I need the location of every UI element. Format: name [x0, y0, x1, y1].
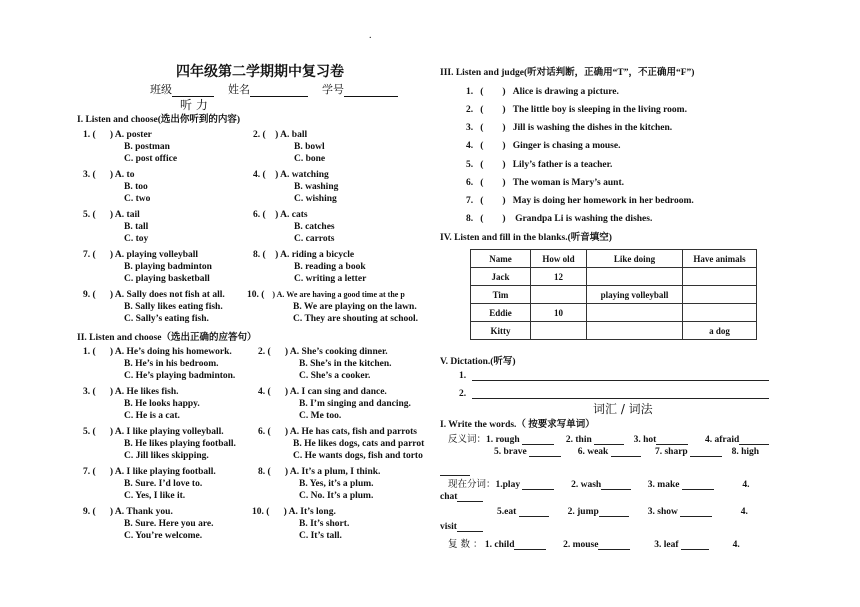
- s2-q5-c: C. Jill likes skipping.: [124, 451, 209, 461]
- s2-q1: [83, 346, 235, 382]
- s1-q6: [253, 209, 335, 245]
- s1-q5-b: B. tall: [124, 222, 149, 232]
- table-cell: Tim: [471, 286, 531, 304]
- s1-q4-c: C. wishing: [294, 194, 337, 204]
- page-dot: .: [369, 30, 372, 41]
- s2-q2-c: C. She’s a cooker.: [299, 371, 371, 381]
- s1-q7: [83, 249, 212, 285]
- s2-q1-a: 1. ( ) A. He’s doing his homework.: [83, 347, 232, 357]
- col-name: Name: [471, 250, 531, 268]
- table-cell[interactable]: [531, 322, 587, 340]
- table-row: [471, 268, 757, 286]
- s2-q9: [83, 506, 213, 542]
- s1-q4-a: 4. ( ) A. watching: [253, 170, 329, 180]
- col-how-old: How old: [531, 250, 587, 268]
- s1-q2-a: 2. ( ) A. ball: [253, 130, 308, 140]
- s1-q6-c: C. carrots: [294, 234, 335, 244]
- s1-q9-b: B. Sally likes eating fish.: [124, 302, 223, 312]
- answer-blank[interactable]: [457, 491, 483, 502]
- s2-q8-a: 8. ( ) A. It’s a plum, I think.: [258, 467, 381, 477]
- s1-q1-a: 1. ( ) A. poster: [83, 130, 152, 140]
- s2-q3: [83, 386, 200, 422]
- s2-q10-c: C. It’s tall.: [299, 531, 342, 541]
- table-cell[interactable]: [683, 268, 757, 286]
- s3-item-7: 7. ( ) May is doing her homework in her bedroom.: [466, 196, 694, 206]
- answer-blank[interactable]: [522, 434, 554, 445]
- answer-blank[interactable]: [611, 446, 641, 457]
- class-label: 班级: [150, 83, 172, 96]
- answer-blank[interactable]: [594, 434, 624, 445]
- table-cell[interactable]: [587, 268, 683, 286]
- s1-q6-a: 6. ( ) A. cats: [253, 210, 308, 220]
- s2-q6-b: B. He likes dogs, cats and parrot: [293, 439, 425, 449]
- answer-blank[interactable]: [680, 506, 712, 517]
- section2-heading: II. Listen and choose（选出正确的应答句）: [77, 333, 257, 343]
- s1-q3-b: B. too: [124, 182, 148, 192]
- s1-q10-a: 10. ( ) A. We are having a good time at the p: [247, 290, 405, 300]
- s1-q8-b: B. reading a book: [294, 262, 366, 272]
- answer-blank[interactable]: [682, 479, 714, 490]
- name-label: 姓名: [228, 83, 250, 96]
- antonym-label: 反义词：: [448, 434, 487, 445]
- table-cell[interactable]: [531, 286, 587, 304]
- s1-q8-a: 8. ( ) A. riding a bicycle: [253, 250, 355, 260]
- s2-q8-c: C. No. It’s a plum.: [299, 491, 374, 501]
- answer-blank[interactable]: [519, 506, 549, 517]
- s1-q9: [83, 289, 225, 325]
- s2-q7: [83, 466, 216, 502]
- table-cell: 12: [531, 268, 587, 286]
- id-label: 学号: [322, 83, 344, 96]
- s3-item-4: 4. ( ) Ginger is chasing a mouse.: [466, 141, 621, 151]
- id-field[interactable]: [344, 85, 398, 97]
- s1-q3-c: C. two: [124, 194, 151, 204]
- s1-q5: [83, 209, 148, 245]
- s1-q2-c: C. bone: [294, 154, 326, 164]
- section5-heading: V. Dictation.(听写): [440, 357, 516, 367]
- plural-row: 复 数 ： 1. child 2. mouse 3. leaf 4.: [448, 539, 740, 550]
- s2-q2-a: 2. ( ) A. She’s cooking dinner.: [258, 347, 388, 357]
- table-cell[interactable]: [683, 286, 757, 304]
- table-cell: Eddie: [471, 304, 531, 322]
- s2-q3-c: C. He is a cat.: [124, 411, 180, 421]
- answer-blank[interactable]: [457, 521, 483, 532]
- fill-table: [470, 249, 757, 340]
- s2-q8-b: B. Yes, it’s a plum.: [299, 479, 374, 489]
- answer-blank[interactable]: [656, 434, 688, 445]
- antonym-row-1: 反义词：1. rough 2. thin 3. hot 4. afraid: [448, 431, 769, 445]
- dictation-line-2[interactable]: [472, 398, 769, 399]
- s2-q2: [258, 346, 432, 382]
- table-row: [471, 286, 757, 304]
- s3-item-1: 1. ( ) Alice is drawing a picture.: [466, 87, 619, 97]
- answer-blank[interactable]: [522, 479, 554, 490]
- s1-q7-a: 7. ( ) A. playing volleyball: [83, 250, 199, 260]
- s2-q10-a: 10. ( ) A. It’s long.: [252, 507, 336, 517]
- answer-blank[interactable]: [514, 539, 546, 550]
- section4-heading: IV. Listen and fill in the blanks.(听音填空): [440, 233, 612, 243]
- s1-q5-a: 5. ( ) A. tail: [83, 210, 140, 220]
- answer-blank[interactable]: [690, 446, 722, 457]
- s1-q7-c: C. playing basketball: [124, 274, 210, 284]
- s2-q4-b: B. I’m singing and dancing.: [299, 399, 411, 409]
- s2-q3-b: B. He looks happy.: [124, 399, 200, 409]
- answer-blank[interactable]: [601, 479, 631, 490]
- participle-visit: visit: [440, 521, 483, 532]
- plural-label: 复 数 ：: [448, 539, 483, 550]
- col-like-doing: Like doing: [587, 250, 683, 268]
- answer-blank[interactable]: [739, 434, 769, 445]
- s2-q9-b: B. Sure. Here you are.: [124, 519, 214, 529]
- s2-q10: [252, 506, 349, 542]
- s1-q4: [253, 169, 338, 205]
- s1-q4-b: B. washing: [294, 182, 339, 192]
- table-cell[interactable]: [683, 304, 757, 322]
- table-cell: playing volleyball: [587, 286, 683, 304]
- antonym-wrap-blank[interactable]: [440, 458, 470, 476]
- name-field[interactable]: [250, 85, 308, 97]
- table-header-row: [471, 250, 757, 268]
- vocab-heading: 词汇 / 词法: [593, 402, 653, 416]
- s3-item-8: 8. ( ) Grandpa Li is washing the dishes.: [466, 214, 653, 224]
- s3-item-6: 6. ( ) The woman is Mary’s aunt.: [466, 178, 624, 188]
- s1-q9-c: C. Sally’s eating fish.: [124, 314, 209, 324]
- s1-q8: [253, 249, 366, 285]
- participle-row-2: 5.eat 2. jump 3. show 4.: [497, 507, 748, 517]
- participle-chat: chat: [440, 491, 483, 502]
- s1-q3: [83, 169, 150, 205]
- table-cell: Jack: [471, 268, 531, 286]
- s3-item-3: 3. ( ) Jill is washing the dishes in the kitchen.: [466, 123, 673, 133]
- section1-heading: I. Listen and choose(选出你听到的内容): [77, 115, 241, 125]
- s1-q1: [83, 129, 177, 165]
- dictation-num-1: 1.: [459, 371, 467, 381]
- table-row: [471, 304, 757, 322]
- s2-q7-c: C. Yes, I like it.: [124, 491, 186, 501]
- s1-q10: [247, 289, 431, 325]
- s2-q5-b: B. He likes playing football.: [124, 439, 236, 449]
- participle-row-1: 现在分词：1.play 2. wash 3. make 4.: [448, 479, 750, 490]
- s1-q5-c: C. toy: [124, 234, 149, 244]
- participle-label: 现在分词：: [448, 479, 496, 490]
- s1-q8-c: C. writing a letter: [294, 274, 367, 284]
- s2-q4-a: 4. ( ) A. I can sing and dance.: [258, 387, 387, 397]
- antonym-row-2: 5. brave 6. weak 7. sharp 8. high: [494, 447, 760, 457]
- s2-q4-c: C. Me too.: [299, 411, 342, 421]
- s1-q2-b: B. bowl: [294, 142, 325, 152]
- s2-q6-a: 6. ( ) A. He has cats, fish and parrots: [258, 427, 417, 437]
- s2-q4: [258, 386, 432, 422]
- s2-q5: [83, 426, 236, 462]
- s3-item-2: 2. ( ) The little boy is sleeping in the living room.: [466, 105, 687, 115]
- s2-q9-c: C. You’re welcome.: [124, 531, 203, 541]
- s1-q1-b: B. postman: [124, 142, 170, 152]
- write-heading: I. Write the words.（ 按要求写单词）: [440, 420, 595, 430]
- s2-q1-b: B. He’s in his bedroom.: [124, 359, 219, 369]
- s2-q8: [258, 466, 432, 502]
- s1-q7-b: B. playing badminton: [124, 262, 212, 272]
- s2-q3-a: 3. ( ) A. He likes fish.: [83, 387, 179, 397]
- s1-q3-a: 3. ( ) A. to: [83, 170, 135, 180]
- s1-q10-b: B. We are playing on the lawn.: [293, 302, 417, 312]
- table-cell: 10: [531, 304, 587, 322]
- s2-q7-a: 7. ( ) A. I like playing football.: [83, 467, 216, 477]
- s2-q6: [258, 426, 432, 462]
- s2-q9-a: 9. ( ) A. Thank you.: [83, 507, 173, 517]
- answer-blank[interactable]: [598, 539, 630, 550]
- s2-q6-c: C. He wants dogs, fish and torto: [293, 451, 423, 461]
- col-have-animals: Have animals: [683, 250, 757, 268]
- s2-q1-c: C. He’s playing badminton.: [124, 371, 236, 381]
- table-cell[interactable]: [587, 322, 683, 340]
- student-info: [150, 81, 398, 97]
- table-cell[interactable]: [587, 304, 683, 322]
- listening-heading: 听 力: [180, 98, 208, 112]
- answer-blank[interactable]: [681, 539, 709, 550]
- dictation-line-1[interactable]: [472, 380, 769, 381]
- dictation-num-2: 2.: [459, 389, 467, 399]
- s1-q6-b: B. catches: [294, 222, 335, 232]
- s1-q10-c: C. They are shouting at school.: [293, 314, 419, 324]
- s1-q1-c: C. post office: [124, 154, 178, 164]
- table-cell: a dog: [683, 322, 757, 340]
- answer-blank[interactable]: [599, 506, 629, 517]
- table-row: [471, 322, 757, 340]
- s2-q10-b: B. It’s short.: [299, 519, 350, 529]
- answer-blank[interactable]: [529, 446, 561, 457]
- s1-q2: [253, 129, 325, 165]
- s2-q7-b: B. Sure. I’d love to.: [124, 479, 203, 489]
- s2-q5-a: 5. ( ) A. I like playing volleyball.: [83, 427, 224, 437]
- page-title: 四年级第二学期期中复习卷: [176, 64, 344, 80]
- table-cell: Kitty: [471, 322, 531, 340]
- section3-heading: III. Listen and judge(听对话判断，正确用“T”，不正确用“F”): [440, 68, 695, 78]
- s2-q2-b: B. She’s in the kitchen.: [299, 359, 392, 369]
- s1-q9-a: 9. ( ) A. Sally does not fish at all.: [83, 290, 225, 300]
- s3-item-5: 5. ( ) Lily’s father is a teacher.: [466, 160, 613, 170]
